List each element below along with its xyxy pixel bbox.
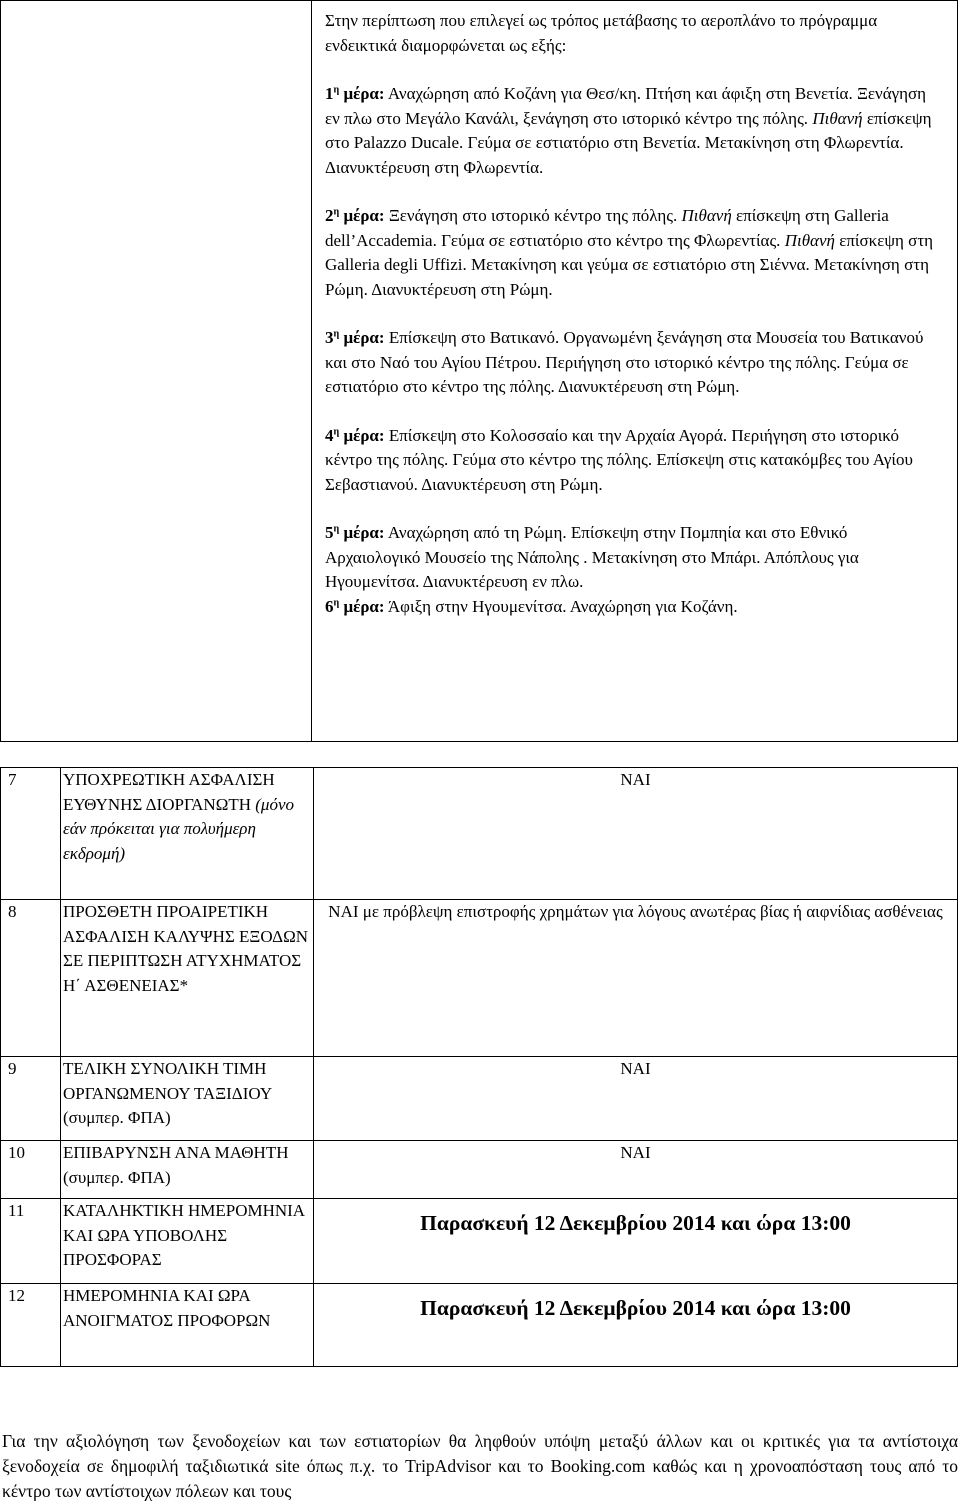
day-6: $6^\eta$ μέρα: Άφιξη στην Ηγουμενίτσα. Αναχώρηση για Κοζάνη. bbox=[325, 596, 738, 616]
opening-date: Παρασκευή 12 Δεκεμβρίου 2014 και ώρα 13:00 bbox=[420, 1296, 851, 1320]
row-label: ΤΕΛΙΚΗ ΣΥΝΟΛΙΚΗ ΤΙΜΗ ΟΡΓΑΝΩΜΕΝΟΥ ΤΑΞΙΔΙΟΥ (συμπερ. ΦΠΑ) bbox=[61, 1057, 314, 1141]
row-number: 7 bbox=[1, 768, 61, 900]
row-value: ΝΑΙ bbox=[314, 1141, 958, 1199]
row-number: 10 bbox=[1, 1141, 61, 1199]
deadline-date: Παρασκευή 12 Δεκεμβρίου 2014 και ώρα 13:00 bbox=[420, 1211, 851, 1235]
day-3: $3^\eta$ μέρα: Επίσκεψη στο Βατικανό. Οργανωμένη ξενάγηση στα Μουσεία του Βατικανού και στο Ναό του Αγίου Πέτρου. Περιήγηση στο ιστορικό κέντρο της πόλης. Γεύμα σε εστιατόριο στο κέντρο της πόλης. Διανυκτέρευση στη Ρώμη. bbox=[325, 328, 924, 396]
row-number: 12 bbox=[1, 1284, 61, 1367]
row-number: 11 bbox=[1, 1199, 61, 1284]
row-label: ΗΜΕΡΟΜΗΝΙΑ ΚΑΙ ΩΡΑ ΑΝΟΙΓΜΑΤΟΣ ΠΡΟΦΟΡΩΝ bbox=[61, 1284, 314, 1367]
day-2: $2^\eta$ μέρα: Ξενάγηση στο ιστορικό κέντρο της πόλης. Πιθανή επίσκεψη στη Galleria dell’Accademia. Γεύμα σε εστιατόριο στο κέντρο της Φλωρεντίας. Πιθανή επίσκεψη στη Galleria degli Uffizi. Μετακίνηση και γεύμα σε εστιατόριο στη Σιέννα. Μετακίνηση στη Ρώμη. Διανυκτέρευση στη Ρώμη. bbox=[325, 206, 934, 299]
day-1: $1^\eta$ μέρα: Αναχώρηση από Κοζάνη για Θεσ/κη. Πτήση και άφιξη στη Βενετία. Ξενάγηση εν πλω στο Μεγάλο Κανάλι, ξενάγηση στο ιστορικό κέντρο της πόλης. Πιθανή επίσκεψη στο Palazzo Ducale. Γεύμα σε εστιατόριο στη Βενετία. Μετακίνηση στη Φλωρεντία. Διανυκτέρευση στη Φλωρεντία. bbox=[325, 84, 932, 177]
itinerary-cell bbox=[312, 1, 958, 742]
row-value bbox=[314, 1199, 958, 1284]
row-label: ΚΑΤΑΛΗΚΤΙΚΗ ΗΜΕΡΟΜΗΝΙΑ ΚΑΙ ΩΡΑ ΥΠΟΒΟΛΗΣ ΠΡΟΣΦΟΡΑΣ bbox=[61, 1199, 314, 1284]
row-number: 8 bbox=[1, 900, 61, 1057]
row-value: ΝΑΙ bbox=[314, 1057, 958, 1141]
table-row bbox=[1, 1141, 958, 1199]
row-value bbox=[314, 1284, 958, 1367]
row-value: ΝΑΙ με πρόβλεψη επιστροφής χρημάτων για λόγους ανωτέρας βίας ή αιφνίδιας ασθένειας bbox=[314, 900, 958, 1057]
itinerary-intro: Στην περίπτωση που επιλεγεί ως τρόπος μετάβασης το αεροπλάνο το πρόγραμμα ενδεικτικά διαμορφώνεται ως εξής: bbox=[325, 11, 878, 55]
day-5: $5^\eta$ μέρα: Αναχώρηση από τη Ρώμη. Επίσκεψη στην Πομπηία και στο Εθνικό Αρχαιολογικό Μουσείο της Νάπολης . Μετακίνηση στο Μπάρι. Απόπλους για Ηγουμενίτσα. Διανυκτέρευση εν πλω. bbox=[325, 523, 859, 591]
table-row bbox=[1, 1057, 958, 1141]
row-value: ΝΑΙ bbox=[314, 768, 958, 900]
row-label: ΠΡΟΣΘΕΤΗ ΠΡΟΑΙΡΕΤΙΚΗ ΑΣΦΑΛΙΣΗ ΚΑΛΥΨΗΣ ΕΞΟΔΩΝ ΣΕ ΠΕΡΙΠΤΩΣΗ ΑΤΥΧΗΜΑΤΟΣ Η΄ ΑΣΘΕΝΕΙΑΣ* bbox=[61, 900, 314, 1057]
table-row bbox=[1, 1199, 958, 1284]
footer-paragraph: Για την αξιολόγηση των ξενοδοχείων και των εστιατορίων θα ληφθούν υπόψη μεταξύ άλλων και οι κριτικές για τα αντίστοιχα ξενοδοχεία σε δημοφιλή ταξιδιωτικά site όπως π.χ. το TripAdvisor και το Booking.com καθώς και η χρονοαπόσταση τους από το κέντρο των αντίστοιχων πόλεων και τους bbox=[2, 1430, 958, 1501]
day-4: $4^\eta$ μέρα: Επίσκεψη στο Κολοσσαίο και την Αρχαία Αγορά. Περιήγηση στο ιστορικό κέντρο της πόλης. Γεύμα στο κέντρο της πόλης. Επίσκεψη στις κατακόμβες του Αγίου Σεβαστιανού. Διανυκτέρευση στη Ρώμη. bbox=[325, 425, 913, 494]
table-row bbox=[1, 900, 958, 1057]
itinerary-table bbox=[0, 0, 958, 742]
row-number: 9 bbox=[1, 1057, 61, 1141]
table-row bbox=[1, 1284, 958, 1367]
row-label: ΥΠΟΧΡΕΩΤΙΚΗ ΑΣΦΑΛΙΣΗ ΕΥΘΥΝΗΣ ΔΙΟΡΓΑΝΩΤΗ (μόνο εάν πρόκειται για πολυήμερη εκδρομή) bbox=[61, 768, 314, 900]
empty-cell bbox=[1, 1, 312, 742]
row-label: ΕΠΙΒΑΡΥΝΣΗ ΑΝΑ ΜΑΘΗΤΗ (συμπερ. ΦΠΑ) bbox=[61, 1141, 314, 1199]
table-row bbox=[1, 768, 958, 900]
details-table bbox=[0, 767, 958, 1367]
